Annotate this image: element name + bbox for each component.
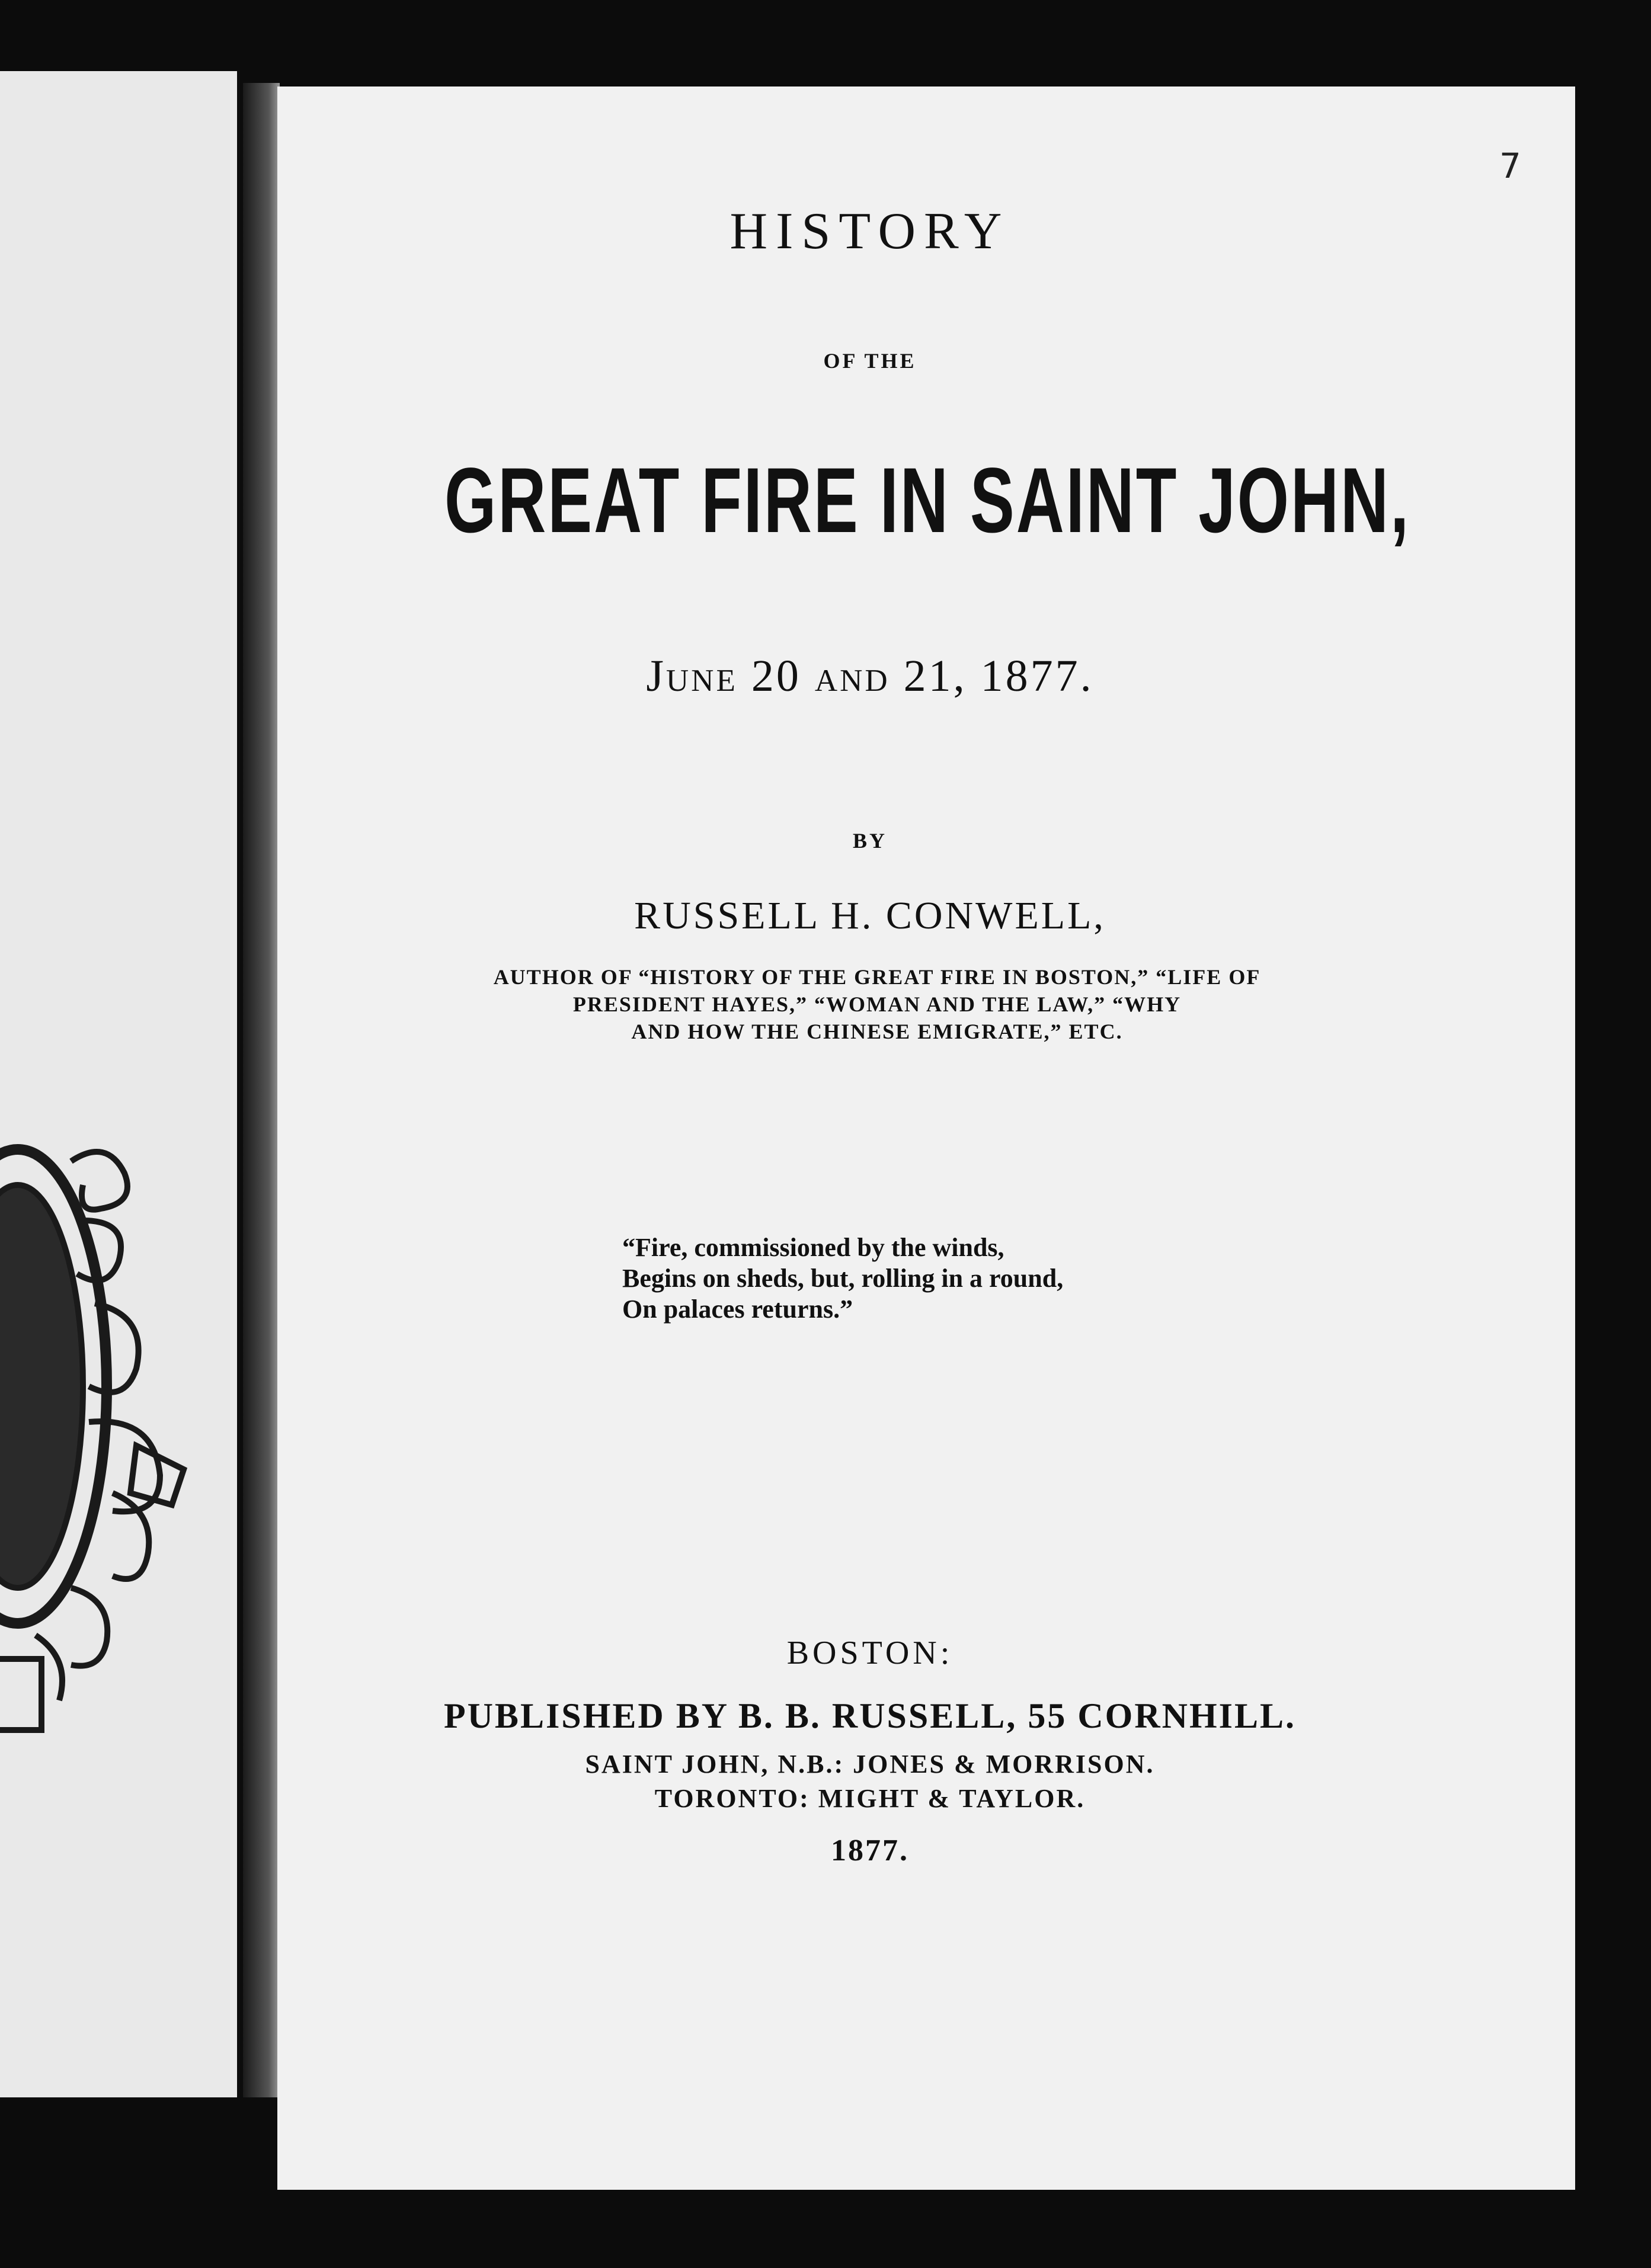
date-text: June 20 and 21, 1877. <box>646 651 1094 701</box>
author-credits <box>391 963 1363 1045</box>
main-title: GREAT FIRE IN SAINT JOHN, <box>444 449 1411 552</box>
byline-by: BY <box>852 829 887 853</box>
epigraph <box>622 1232 1063 1325</box>
title-history: HISTORY <box>729 203 1010 260</box>
imprint-agent-toronto: TORONTO: MIGHT & TAYLOR. <box>654 1784 1086 1813</box>
epigraph-line: “Fire, commissioned by the winds, <box>622 1233 1004 1262</box>
page-number-mark: 7 <box>1499 146 1521 186</box>
title-date <box>277 651 1463 702</box>
book-gutter <box>243 83 280 2097</box>
imprint-agent-saint-john: SAINT JOHN, N.B.: JONES & MORRISON. <box>585 1750 1155 1779</box>
imprint-city: BOSTON: <box>786 1635 954 1671</box>
credits-line: AUTHOR OF “HISTORY OF THE GREAT FIRE IN BOSTON,” “LIFE OF <box>493 965 1261 989</box>
imprint-publisher: PUBLISHED BY B. B. RUSSELL, 55 CORNHILL. <box>443 1696 1297 1735</box>
epigraph-line: Begins on sheds, but, rolling in a round, <box>622 1264 1064 1293</box>
title-of-the: OF THE <box>823 349 917 373</box>
credits-line: PRESIDENT HAYES,” “WOMAN AND THE LAW,” “WHY <box>572 992 1182 1016</box>
credits-line: AND HOW THE CHINESE EMIGRATE,” ETC. <box>631 1020 1123 1043</box>
title-page <box>277 87 1575 2190</box>
imprint-year: 1877. <box>831 1834 909 1867</box>
epigraph-line: On palaces returns.” <box>622 1295 853 1324</box>
author-name: RUSSELL H. CONWELL, <box>634 894 1106 937</box>
